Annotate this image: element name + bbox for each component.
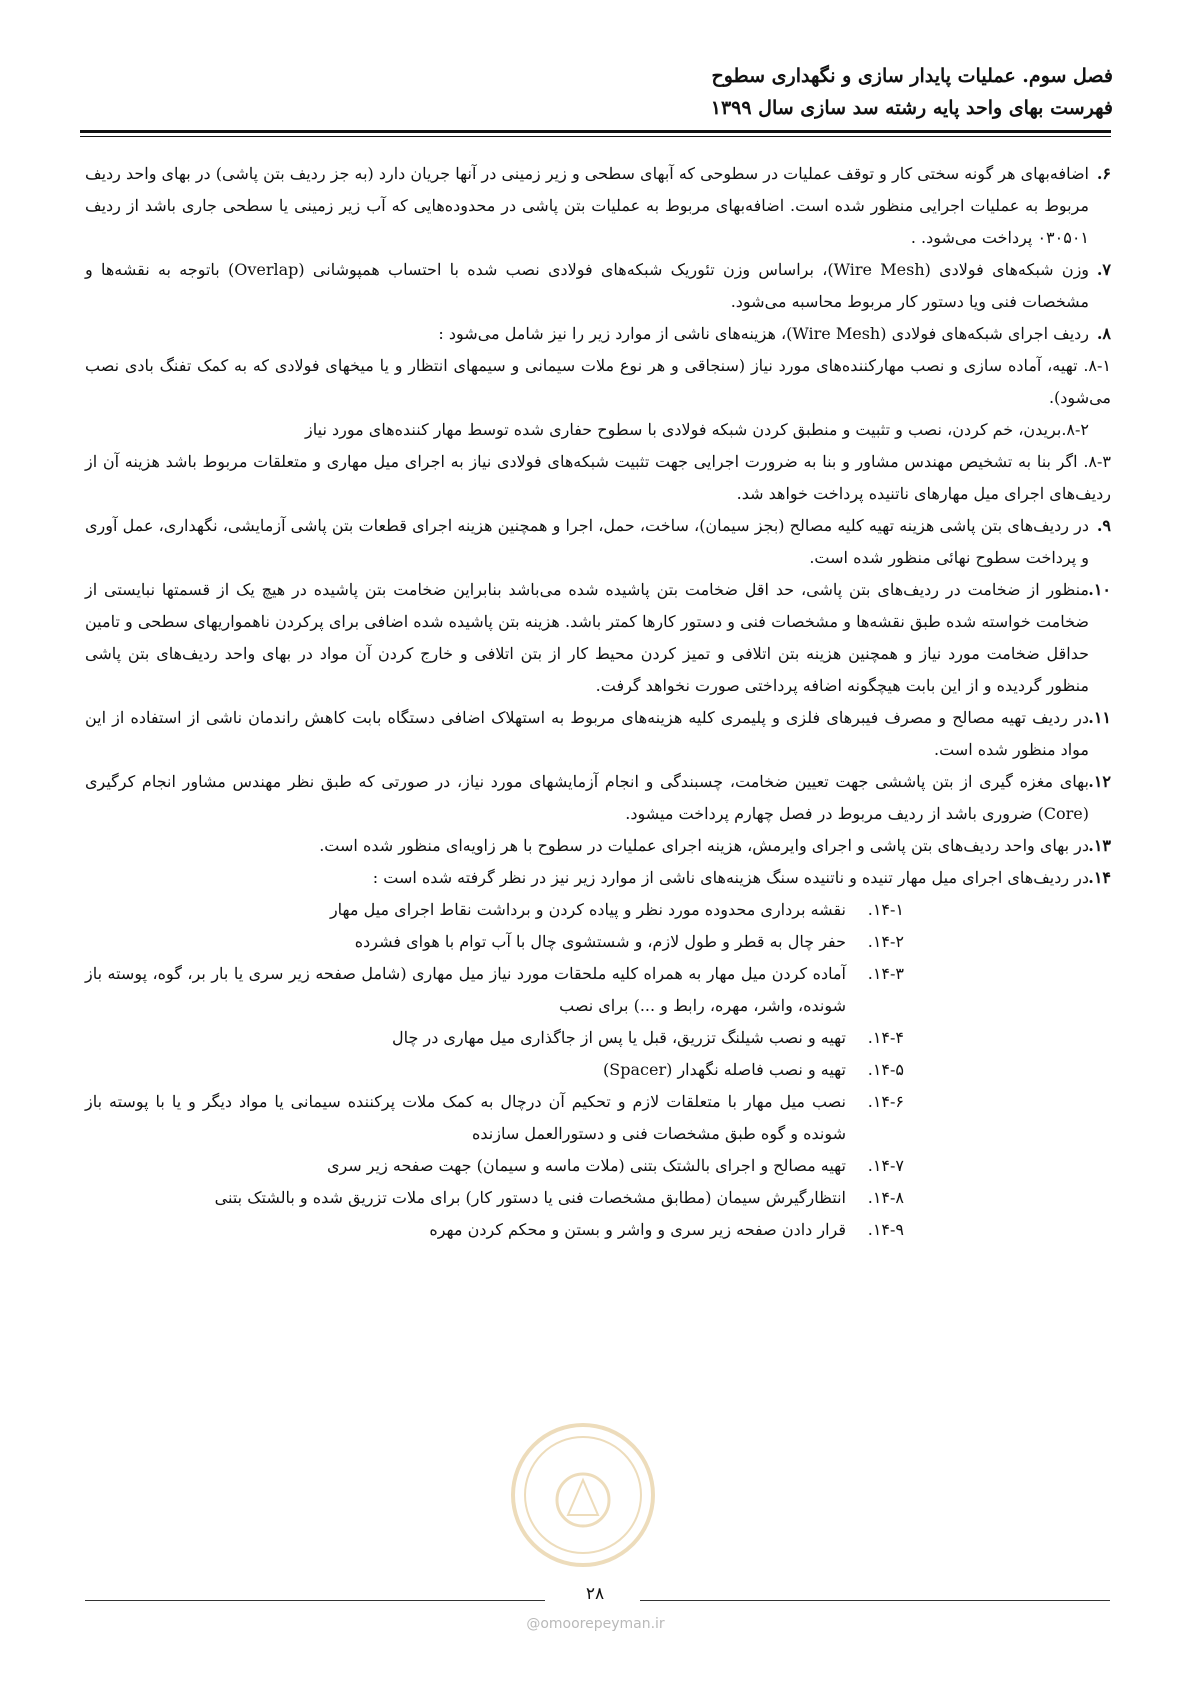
item-number: ۷. xyxy=(1096,260,1111,279)
item-text: حفر چال به قطر و طول لازم، و شستشوی چال با آب توام با هوای فشرده xyxy=(354,932,846,951)
item-number: ۱۴-۷. xyxy=(867,1156,904,1175)
sub-list-item xyxy=(85,894,1111,926)
item-text: در ردیف تهیه مصالح و مصرف فیبرهای فلزی و پلیمری کلیه هزینه‌های مربوط به استهلاک اضافی دستگاه بابت کاهش راندمان ناشی از استفاده از این مواد منظور شده است. xyxy=(85,708,1089,759)
list-item xyxy=(85,158,1111,254)
item-number: ۱۴-۸. xyxy=(867,1188,904,1207)
sub-list-item xyxy=(85,1022,1111,1054)
sub-list-item xyxy=(85,1086,1111,1150)
item-text: ۸-۲.بریدن، خم کردن، نصب و تثبیت و منطبق کردن شبکه فولادی با سطوح حفاری شده توسط مهار کننده‌های مورد نیاز xyxy=(305,420,1089,439)
list-item xyxy=(85,318,1111,350)
item-text: ۸-۱. تهیه، آماده سازی و نصب مهارکننده‌های مورد نیاز (سنجاقی و هر نوع ملات سیمانی و سیمهای انتظار و یا میخهای فولادی که به کمک تفنگ بادی نصب می‌شود). xyxy=(85,356,1111,407)
item-number: ۱۴-۹. xyxy=(867,1220,904,1239)
item-number: ۱۱. xyxy=(1088,708,1111,727)
item-text: بهای مغزه گیری از بتن پاششی جهت تعیین ضخامت، چسبندگی و انجام آزمایشهای مورد نیاز، در صورتی که طبق نظر مهندس مشاور انجام کرگیری (Core) ضروری باشد از ردیف مربوط در فصل چهارم پرداخت میشود. xyxy=(85,772,1089,823)
item-text: ۸-۳. اگر بنا به تشخیص مهندس مشاور و بنا به ضرورت اجرایی جهت تثبیت شبکه‌های فولادی نیاز به اجرای میل مهاری و متعلقات مربوط باشد هزینه آن از ردیف‌های اجرای میل مهارهای ناتنیده پرداخت خواهد شد. xyxy=(85,452,1111,503)
footer-rule-left xyxy=(85,1600,545,1601)
sub-list-item xyxy=(85,446,1111,510)
page-header xyxy=(73,60,1113,124)
document-body xyxy=(85,158,1111,1246)
book-title: فهرست بهای واحد پایه رشته سد سازی سال ۱۳۹۹ xyxy=(710,97,1113,119)
sub-list-item xyxy=(85,926,1111,958)
item-number: ۱۴-۳. xyxy=(867,964,904,983)
item-text: در ردیف‌های اجرای میل مهار تنیده و ناتنیده سنگ هزینه‌های ناشی از موارد زیر نیز در نظر گرفته شده است : xyxy=(372,868,1089,887)
list-item xyxy=(85,862,1111,894)
item-text: قرار دادن صفحه زیر سری و واشر و بستن و محکم کردن مهره xyxy=(429,1220,846,1239)
watermark-url: @omoorepeyman.ir xyxy=(526,1616,665,1632)
sub-list-item xyxy=(85,414,1111,446)
list-item xyxy=(85,702,1111,766)
item-text: ردیف اجرای شبکه‌های فولادی (Wire Mesh)، هزینه‌های ناشی از موارد زیر را نیز شامل می‌شود : xyxy=(438,324,1089,343)
item-text: در بهای واحد ردیف‌های بتن پاشی و اجرای وایرمش، هزینه اجرای عملیات در سطوح با هر زاویه‌ای منظور شده است. xyxy=(319,836,1089,855)
item-text: در ردیف‌های بتن پاشی هزینه تهیه کلیه مصالح (بجز سیمان)، ساخت، حمل، اجرا و همچنین هزینه اجرای قطعات بتن پاشی آزمایشی، نگهداری، عمل آوری و پرداخت سطوح نهائی منظور شده است. xyxy=(85,516,1089,567)
item-text: منظور از ضخامت در ردیف‌های بتن پاشی، حد اقل ضخامت بتن پاشیده شده می‌باشد بنابراین ضخامت بتن پاشیده در هیچ یک از قسمتها نبایستی از ضخامت خواسته شده طبق نقشه‌ها و مشخصات فنی و دستور کارها کمتر باشد. هزینه بتن پاشیده شده اضافی برای پرکردن ناهمواریهای سطحی و تامین حداقل ضخامت مورد نیاز و همچنین هزینه بتن اتلافی و تمیز کردن محیط کار از بتن اتلافی و خارج کردن آن مواد در بهای واحد ردیف‌های بتن پاشی منظور گردیده و از این بابت هیچگونه اضافه پرداختی صورت نخواهد گرفت. xyxy=(85,580,1089,695)
item-number: ۱۴-۶. xyxy=(867,1092,904,1111)
sub-list-item xyxy=(85,958,1111,1022)
header-rule-thick xyxy=(80,130,1111,133)
item-text: آماده کردن میل مهار به همراه کلیه ملحقات مورد نیاز میل مهاری (شامل صفحه زیر سری یا بار بر، گوه، پوسته باز شونده، واشر، مهره، رابط و ...) برای نصب xyxy=(85,964,846,1015)
list-item xyxy=(85,766,1111,830)
header-rule-thin xyxy=(80,136,1111,137)
item-text: تهیه و نصب فاصله نگهدار (Spacer) xyxy=(603,1060,846,1079)
item-text: وزن شبکه‌های فولادی (Wire Mesh)، براساس وزن تئوریک شبکه‌های فولادی نصب شده با احتساب همپوشانی (Overlap) باتوجه به نقشه‌ها و مشخصات فنی ویا دستور کار مربوط محاسبه می‌شود. xyxy=(85,260,1090,311)
item-text: اضافه‌بهای هر گونه سختی کار و توقف عملیات در سطوحی که آبهای سطحی و زیر زمینی در آنها جریان دارد (به جز ردیف بتن پاشی) در بهای واحد ردیف مربوط به عملیات اجرایی منظور شده است. اضافه‌بهای مربوط به عملیات بتن پاشی در محدوده‌هایی که آب زیر زمینی یا سطحی جاری باشد از ردیف ۰۳۰۵۰۱ پرداخت می‌شود. . xyxy=(85,164,1090,247)
chapter-title: فصل سوم. عملیات پایدار سازی و نگهداری سطوح xyxy=(711,65,1113,87)
sub-list-item xyxy=(85,1214,1111,1246)
item-text: تهیه و نصب شیلنگ تزریق، قبل یا پس از جاگذاری میل مهاری در چال xyxy=(391,1028,846,1047)
item-number: ۱۳. xyxy=(1088,836,1111,855)
item-number: ۹. xyxy=(1096,516,1111,535)
item-text: تهیه مصالح و اجرای بالشتک بتنی (ملات ماسه و سیمان) جهت صفحه زیر سری xyxy=(326,1156,846,1175)
item-number: ۱۴-۲. xyxy=(867,932,904,951)
item-number: ۶. xyxy=(1096,164,1111,183)
list-item xyxy=(85,510,1111,574)
page-number: ۲۸ xyxy=(585,1584,605,1604)
item-number: ۱۴-۵. xyxy=(867,1060,904,1079)
footer-rule-right xyxy=(640,1600,1110,1601)
item-text: نقشه برداری محدوده مورد نظر و پیاده کردن و برداشت نقاط اجرای میل مهار xyxy=(329,900,846,919)
item-number: ۱۰. xyxy=(1088,580,1111,599)
list-item xyxy=(85,254,1111,318)
sub-list-item xyxy=(85,350,1111,414)
item-number: ۱۴. xyxy=(1088,868,1111,887)
item-text: انتظارگیرش سیمان (مطابق مشخصات فنی یا دستور کار) برای ملات تزریق شده و بالشتک بتنی xyxy=(214,1188,846,1207)
watermark-seal-icon xyxy=(508,1420,658,1570)
list-item xyxy=(85,830,1111,862)
item-number: ۱۴-۱. xyxy=(867,900,904,919)
sub-list-item xyxy=(85,1150,1111,1182)
item-number: ۱۲. xyxy=(1088,772,1111,791)
sub-list-item xyxy=(85,1054,1111,1086)
sub-list-item xyxy=(85,1182,1111,1214)
item-number: ۱۴-۴. xyxy=(867,1028,904,1047)
list-item xyxy=(85,574,1111,702)
item-number: ۸. xyxy=(1096,324,1111,343)
item-text: نصب میل مهار با متعلقات لازم و تحکیم آن درچال به کمک ملات پرکننده سیمانی یا مواد دیگر و یا با پوسته باز شونده و گوه طبق مشخصات فنی و دستورالعمل سازنده xyxy=(85,1092,846,1143)
